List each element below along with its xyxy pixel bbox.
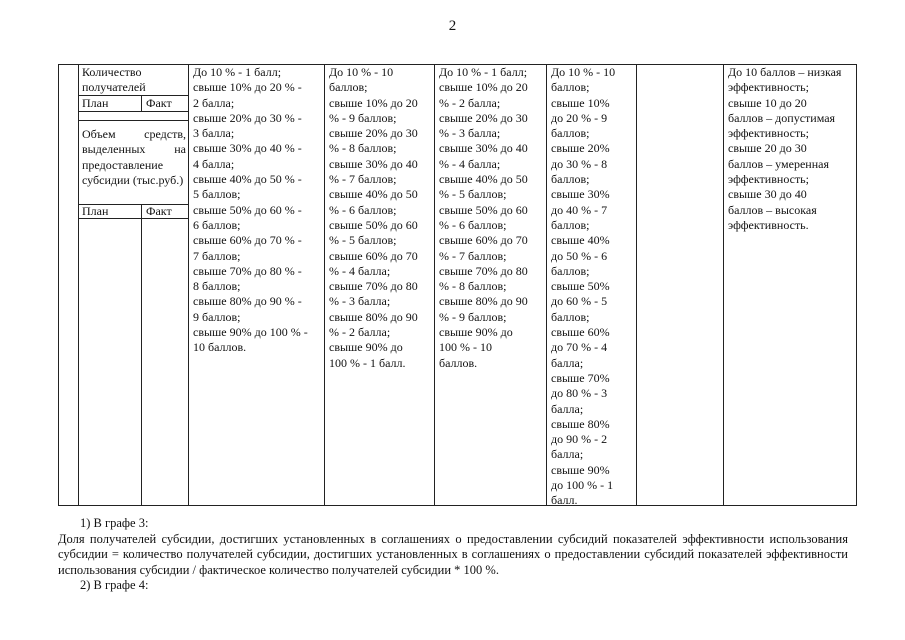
column-divider [188,64,189,506]
scale-line: до 90 % - 2 [551,432,608,447]
scale-line: баллов; [551,172,590,187]
scale-line: до 30 % - 8 [551,156,608,171]
scale-line: До 10 % - 10 [329,65,394,79]
scale-line: 9 баллов; [193,309,241,324]
note-2-heading: 2) В графе 4: [80,578,149,592]
scale-line: свыше 10% до 20 % - [193,80,302,95]
evaluation-line: эффективность; [728,126,809,141]
page-number: 2 [448,18,457,34]
scale-line: свыше 30% [551,187,610,202]
evaluation-line: свыше 20 до 30 [728,141,807,156]
column-divider [324,64,325,506]
note-1-body: Доля получателей субсидии, достигших установленных в соглашениях о предоставлении субсидий показателей эффективности использования субсидии = количество получателей субсидии, достигших установленных в соглашениях о предоставлении субсидий показателей эффективности использования субсидии / фактическое количество получателей субсидии * 100 %. [58,531,848,577]
evaluation-line: эффективность; [728,80,809,95]
scale-line: свыше 70% [551,370,610,385]
fact-label: Факт [146,204,172,218]
scale-line: % - 7 баллов; [329,172,397,187]
scale-line: 100 % - 10 [439,340,492,355]
scale-line: % - 4 балла; [329,263,391,278]
scale-line: свыше 50% до 60 [439,202,528,217]
scale-line: % - 6 баллов; [439,217,507,232]
plan-fact-divider [141,95,142,111]
scale-line: свыше 50% [551,279,610,294]
column-6-scale [551,65,633,509]
scale-line: свыше 80% до 90 [329,309,418,324]
evaluation-line: эффективность. [728,217,809,232]
scale-line: До 10 % - 10 [551,65,616,79]
scale-line: свыше 40% [551,233,610,248]
scale-line: баллов; [329,80,368,95]
scale-line: баллов; [551,126,590,141]
evaluation-line: баллов – высокая [728,202,817,217]
scale-line: 5 баллов; [193,187,241,202]
scale-line: % - 7 баллов; [439,248,507,263]
scale-line: свыше 10% до 20 [439,80,528,95]
scale-line: до 40 % - 7 [551,202,608,217]
scale-line: свыше 80% до 90 [439,294,528,309]
scale-line: баллов. [439,355,478,370]
scale-line: свыше 60% до 70 [439,233,528,248]
scale-line: до 100 % - 1 [551,478,614,493]
scale-line: до 70 % - 4 [551,340,608,355]
evaluation-line: эффективность; [728,172,809,187]
scale-line: свыше 10% до 20 [329,95,418,110]
scale-line: % - 4 балла; [439,156,501,171]
scale-line: % - 8 баллов; [329,141,397,156]
scale-line: 10 баллов. [193,340,247,355]
scale-line: свыше 30% до 40 [329,156,418,171]
scale-line: до 20 % - 9 [551,110,608,125]
scale-line: до 60 % - 5 [551,294,608,309]
scale-line: свыше 60% [551,325,610,340]
column-divider [723,64,724,506]
scale-line: баллов; [551,80,590,95]
scale-line: % - 5 баллов; [329,233,397,248]
footnotes [58,516,848,594]
scale-line: балла; [551,447,584,462]
scale-line: свыше 90% до [329,340,403,355]
table-border-right [856,64,857,506]
scale-line: % - 3 балла; [439,126,501,141]
scale-line: свыше 40% до 50 % - [193,172,302,187]
scale-line: % - 9 баллов; [439,309,507,324]
scale-line: до 80 % - 3 [551,386,608,401]
scale-line: до 50 % - 6 [551,248,608,263]
scale-line: свыше 20% [551,141,610,156]
funds-volume-label: Объем средств, выделенных на предоставление субсидии (тыс.руб.) [82,127,186,187]
scale-line: свыше 70% до 80 % - [193,263,302,278]
scale-line: свыше 60% до 70 % - [193,233,302,248]
scale-line: 6 баллов; [193,217,241,232]
plan-fact-divider [141,204,142,506]
scale-line: 7 баллов; [193,248,241,263]
scale-line: 4 балла; [193,156,235,171]
scale-line: свыше 70% до 80 [439,263,528,278]
scale-line: До 10 % - 1 балл; [193,65,282,79]
scale-line: свыше 30% до 40 % - [193,141,302,156]
table-border-bottom [58,505,856,506]
table-border-left [58,64,59,506]
column-3-scale [193,65,320,356]
scale-line: 8 баллов; [193,279,241,294]
scale-line: балла; [551,401,584,416]
scale-line: свыше 90% до [439,325,513,340]
scale-line: свыше 20% до 30 [439,110,528,125]
scale-line: свыше 10% [551,95,610,110]
scale-line: свыше 50% до 60 [329,217,418,232]
plan-label: План [82,204,109,218]
scale-line: свыше 40% до 50 [329,187,418,202]
scale-line: свыше 80% [551,416,610,431]
scale-line: % - 9 баллов; [329,110,397,125]
column-5-scale [439,65,543,371]
scale-line: 3 балла; [193,126,235,141]
fact-label: Факт [146,96,172,110]
column-divider [434,64,435,506]
scale-line: 100 % - 1 балл. [329,355,406,370]
scale-line: свыше 60% до 70 [329,248,418,263]
column-7-empty-cell [641,65,719,505]
scale-line: баллов; [551,309,590,324]
scale-line: % - 3 балла; [329,294,391,309]
column-4-scale [329,65,430,371]
plan-label: План [82,96,109,110]
recipients-count-label: Количество получателей [82,65,146,95]
evaluation-line: До 10 баллов – низкая [728,65,842,79]
scale-line: баллов; [551,263,590,278]
scale-line: свыше 90% до 100 % - [193,325,308,340]
column-8-evaluation [728,65,852,233]
scale-line: свыше 90% [551,462,610,477]
scale-line: % - 5 баллов; [439,187,507,202]
note-1-heading: 1) В графе 3: [80,516,149,530]
scale-line: % - 2 балла; [329,325,391,340]
column-divider [636,64,637,506]
scale-line: % - 8 баллов; [439,279,507,294]
evaluation-line: свыше 10 до 20 [728,95,807,110]
column-divider [546,64,547,506]
subrow-divider [78,120,188,121]
scale-line: % - 6 баллов; [329,202,397,217]
scale-line: баллов; [551,217,590,232]
evaluation-line: баллов – умеренная [728,156,829,171]
scale-line: свыше 70% до 80 [329,279,418,294]
scale-line: 2 балла; [193,95,235,110]
scale-line: свыше 50% до 60 % - [193,202,302,217]
scale-line: балла; [551,355,584,370]
criteria-table [58,64,857,506]
scale-line: свыше 20% до 30 [329,126,418,141]
column-divider [78,64,79,506]
scale-line: свыше 40% до 50 [439,172,528,187]
evaluation-line: свыше 30 до 40 [728,187,807,202]
scale-line: балл. [551,493,578,508]
scale-line: свыше 30% до 40 [439,141,528,156]
scale-line: До 10 % - 1 балл; [439,65,528,79]
scale-line: свыше 80% до 90 % - [193,294,302,309]
scale-line: свыше 20% до 30 % - [193,110,302,125]
scale-line: % - 2 балла; [439,95,501,110]
evaluation-line: баллов – допустимая [728,110,836,125]
